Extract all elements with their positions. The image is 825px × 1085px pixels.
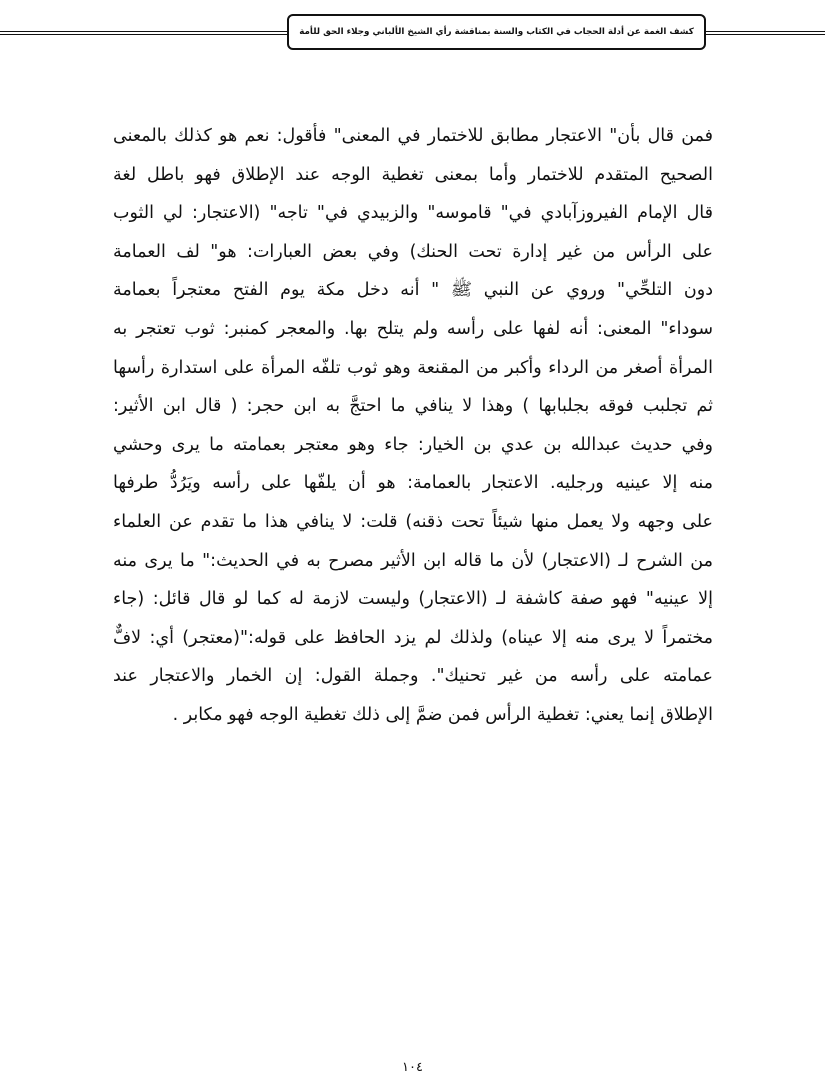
text-segment: قال الإمام الفيروزآبادي في" قاموسه" والزبيدي في" تاجه" (260, 203, 713, 224)
text-segment: وفي حديث عبدالله بن عدي بن الخيار: جاء وهو معتجر بعمامته ما يرى وحشي (113, 434, 713, 455)
text-line (113, 580, 713, 619)
text-segment: مختمراً لا يرى منه إلا عيناه) ولذلك لم يزد الحافظ على قوله:"(معتجر) أي: لافٌّ (113, 627, 713, 648)
text-line (113, 696, 713, 735)
body-paragraph (113, 117, 713, 735)
text-line (113, 464, 713, 503)
page-number: ١٠٤ (402, 1060, 423, 1075)
bold-text-segment: (الاعتجار: (192, 203, 261, 224)
text-segment: عمامته على رأسه من غير تحنيك". وجملة القول: إن الخمار والاعتجار عند (113, 666, 713, 687)
bold-text-segment: على وجهه (637, 511, 713, 532)
text-line (113, 503, 713, 542)
text-line (113, 194, 713, 233)
text-line (113, 542, 713, 581)
text-line (113, 233, 713, 272)
text-line (113, 117, 713, 156)
header-rule-left (0, 31, 287, 35)
text-line (113, 426, 713, 465)
text-segment: فمن قال بأن" الاعتجار مطابق للاختمار في المعنى" فأقول: نعم هو كذلك بالمعنى (113, 126, 713, 146)
text-segment: دون التلحِّي" وروي عن النبي ﷺ " أنه دخل مكة يوم الفتح معتجراً بعمامة (113, 280, 713, 301)
text-segment: منه إلا عينيه ورجليه. الاعتجار بالعمامة: هو أن يلفّها على رأسه (200, 473, 713, 494)
text-line (113, 349, 713, 388)
running-header (287, 14, 706, 50)
text-segment: الإطلاق إنما يعني: تغطية الرأس فمن ضمَّ إلى ذلك تغطية الوجه فهو مكابر . (172, 704, 713, 725)
text-segment: لي الثوب (113, 203, 193, 224)
text-line (113, 657, 713, 696)
text-segment: سوداء" المعنى: أنه لفها على رأسه ولم يتلح بها. والمعجر كمنبر: ثوب تعتجر به (113, 318, 713, 339)
text-line (113, 310, 713, 349)
text-line (113, 156, 713, 195)
text-segment: إلا عينيه" فهو صفة كاشفة لـ (الاعتجار) وليست لازمة له كما لو قال قائل: (جاء (113, 589, 713, 610)
text-line (113, 619, 713, 658)
running-header-title: كشف الغمة عن أدلة الحجاب في الكتاب والسنة بمناقشة رأي الشيخ الألباني وجلاء الحق للأمة (299, 27, 694, 37)
bold-text-segment: ويَرُدُّ طرفها (113, 473, 201, 494)
text-segment: ثم تجلبب فوقه بجلبابها ) وهذا لا ينافي ما احتجَّ به ابن حجر: ( قال ابن الأثير: (113, 396, 713, 417)
text-segment: على الرأس من غير إدارة تحت الحنك) وفي بعض العبارات: هو" لف العمامة (113, 241, 713, 262)
text-segment: ولا يعمل منها شيئاً تحت ذقنه) قلت: لا ينافي هذا ما تقدم عن العلماء (113, 511, 638, 532)
header-rule-right (706, 31, 825, 35)
text-line (113, 387, 713, 426)
text-segment: من الشرح لـ (الاعتجار) لأن ما قاله ابن الأثير مصرح به في الحديث:" ما يرى منه (113, 550, 713, 571)
text-segment: المرأة أصغر من الرداء وأكبر من المقنعة وهو ثوب تلفّه المرأة على استدارة رأسها (113, 357, 713, 378)
text-line (113, 271, 713, 310)
text-segment: الصحيح المتقدم للاختمار وأما بمعنى تغطية الوجه عند الإطلاق فهو باطل لغة (113, 164, 713, 185)
